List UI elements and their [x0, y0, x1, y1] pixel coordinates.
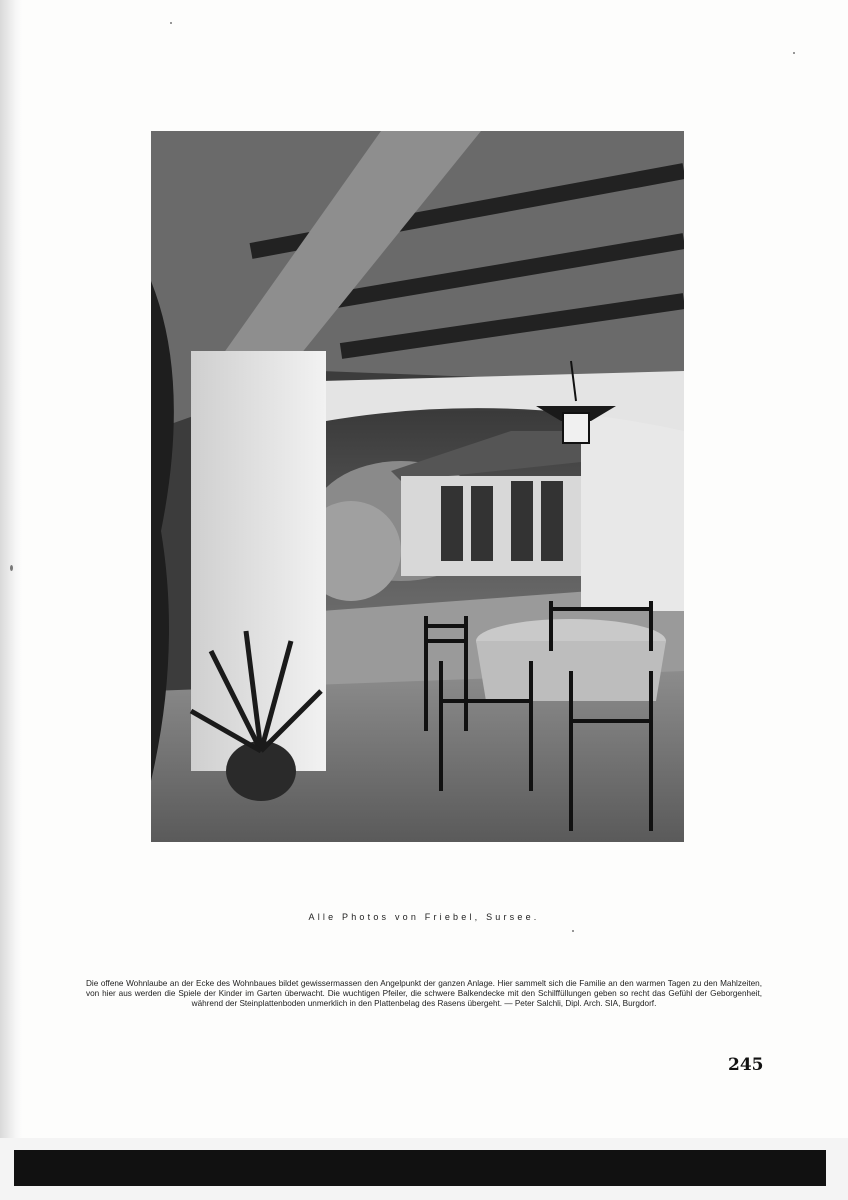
photo-credit: Alle Photos von Friebel, Sursee. — [308, 912, 540, 922]
dust-speck — [170, 22, 172, 24]
photo-pergola-terrace-icon — [151, 131, 684, 842]
dust-speck — [10, 565, 13, 571]
scan-bottom-shadow — [14, 1150, 826, 1186]
pergola-photo — [151, 131, 684, 842]
caption-text: Die offene Wohnlaube an der Ecke des Wohnbaues bildet gewissermassen den Angelpunkt der ganzen Anlage. Hier sammelt sich die Familie an den warmen Tagen zu den Mahlzeiten, von hier aus werden die Spiele der Kinder im Garten überwacht. Die wuchtigen Pfeiler, die schwere Balkendecke mit den Schilffüllungen geben so recht das Gefühl der Geborgenheit, während der Steinplattenboden unmerklich in den Plattenbelag des Rasens übergeht. — Peter Salchli, Dipl. Arch. SIA, Burgdorf. — [86, 979, 762, 1008]
dust-speck — [572, 930, 574, 932]
page-number: 245 — [728, 1055, 764, 1075]
dust-speck — [793, 52, 795, 54]
